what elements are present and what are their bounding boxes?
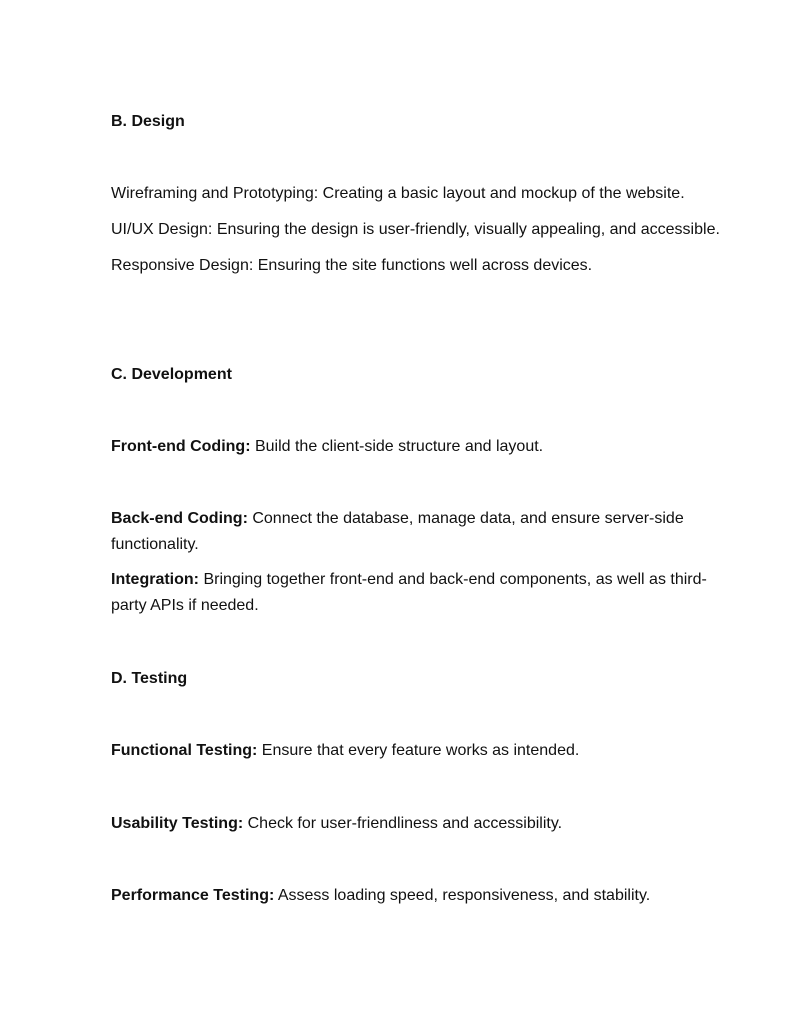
testing-item-functional bbox=[111, 738, 751, 764]
section-heading-design: B. Design bbox=[111, 113, 185, 130]
development-item-backend bbox=[111, 506, 711, 558]
item-text: Bringing together front-end and back-end components, as well as third-party APIs if needed. bbox=[111, 571, 707, 614]
item-label: Back-end Coding: bbox=[111, 510, 248, 527]
item-text: Ensure that every feature works as intended. bbox=[257, 742, 580, 759]
development-item-frontend bbox=[111, 434, 751, 460]
design-item-uiux: UI/UX Design: Ensuring the design is user-friendly, visually appealing, and accessible. bbox=[111, 221, 720, 238]
testing-item-performance bbox=[111, 883, 751, 909]
item-text: Build the client-side structure and layout. bbox=[250, 438, 544, 455]
item-text: Connect the database, manage data, and ensure server-side functionality. bbox=[111, 510, 684, 553]
testing-item-usability bbox=[111, 811, 751, 837]
item-label: Usability Testing: bbox=[111, 815, 244, 832]
section-heading-development: C. Development bbox=[111, 366, 232, 383]
item-label: Integration: bbox=[111, 571, 199, 588]
design-item-responsive: Responsive Design: Ensuring the site functions well across devices. bbox=[111, 257, 593, 274]
development-item-integration bbox=[111, 567, 741, 619]
item-label: Performance Testing: bbox=[111, 887, 275, 904]
item-text: Assess loading speed, responsiveness, and stability. bbox=[274, 887, 651, 904]
item-text: Check for user-friendliness and accessibility. bbox=[243, 815, 563, 832]
item-label: Front-end Coding: bbox=[111, 438, 251, 455]
design-item-wireframing: Wireframing and Prototyping: Creating a basic layout and mockup of the website. bbox=[111, 185, 685, 202]
section-heading-testing: D. Testing bbox=[111, 670, 188, 687]
item-label: Functional Testing: bbox=[111, 742, 258, 759]
